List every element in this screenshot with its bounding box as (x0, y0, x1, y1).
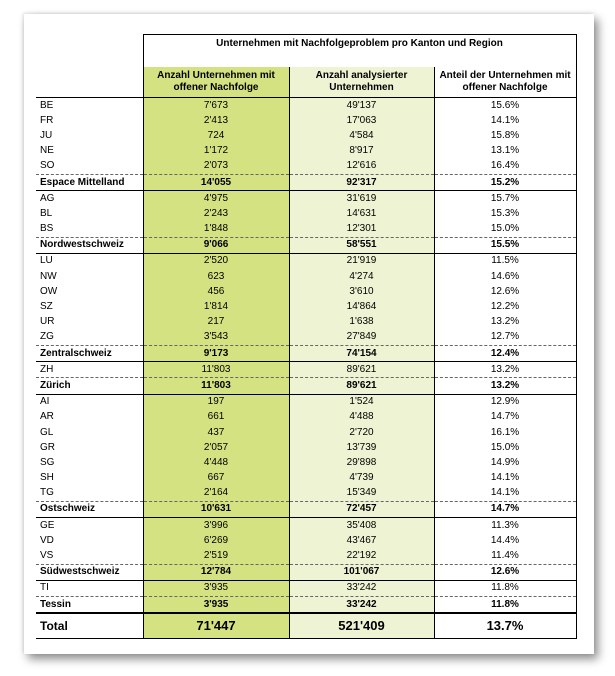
table-row (36, 580, 576, 596)
region-cell: Ostschweiz (36, 501, 143, 517)
region-cell: BE (36, 98, 143, 114)
table-title: Unternehmen mit Nachfolgeproblem pro Kanton und Region (143, 35, 576, 68)
region-cell: AG (36, 191, 143, 207)
analyzed-cell: 17'063 (289, 113, 434, 128)
total-row (36, 613, 576, 639)
region-summary-row (36, 501, 576, 517)
header-open-succession: Anzahl Unternehmen mit offener Nachfolge (143, 67, 289, 98)
table-row (36, 533, 576, 548)
table-row (36, 299, 576, 314)
open-succession-cell: 623 (143, 269, 289, 284)
open-succession-cell: 1'172 (143, 144, 289, 159)
analyzed-cell: 15'349 (289, 486, 434, 502)
analyzed-cell: 12'301 (289, 222, 434, 238)
open-succession-cell: 2'520 (143, 253, 289, 269)
table-row (36, 486, 576, 502)
region-cell: JU (40, 129, 53, 141)
share-cell: 14.1% (434, 486, 576, 502)
open-succession-cell: 437 (143, 425, 289, 440)
region-summary-row (36, 237, 576, 253)
share-cell: 12.6% (434, 284, 576, 299)
region-cell: GL (40, 426, 54, 438)
share-cell: 11.4% (434, 548, 576, 564)
share-cell: 11.8% (434, 580, 576, 596)
region-cell: BS (40, 223, 54, 235)
open-succession-cell: 7'673 (143, 98, 289, 114)
open-succession-cell: 9'066 (143, 237, 289, 253)
share-cell: 12.2% (434, 299, 576, 314)
succession-table (36, 34, 577, 639)
analyzed-cell: 21'919 (289, 253, 434, 269)
region-cell: TI (36, 580, 143, 596)
analyzed-cell: 4'274 (289, 269, 434, 284)
analyzed-cell: 92'317 (289, 174, 434, 190)
share-cell: 15.8% (434, 128, 576, 143)
share-cell: 12.4% (434, 346, 576, 362)
analyzed-cell: 14'631 (289, 206, 434, 221)
table-body (36, 98, 576, 639)
open-succession-cell: 2'073 (143, 159, 289, 175)
open-succession-cell: 14'055 (143, 174, 289, 190)
table-row (36, 440, 576, 455)
region-cell: FR (40, 114, 54, 126)
open-succession-cell: 217 (143, 315, 289, 330)
open-succession-cell: 1'848 (143, 222, 289, 238)
open-succession-cell: 667 (143, 471, 289, 486)
open-succession-cell: 12'784 (143, 564, 289, 580)
region-cell: LU (36, 253, 143, 269)
open-succession-cell: 3'935 (143, 580, 289, 596)
open-succession-cell: 11'803 (143, 362, 289, 378)
open-succession-cell: 2'519 (143, 548, 289, 564)
analyzed-cell: 2'720 (289, 425, 434, 440)
region-cell: Zürich (36, 378, 143, 394)
region-cell: NW (40, 270, 57, 282)
analyzed-cell: 49'137 (289, 98, 434, 114)
open-succession-cell: 661 (143, 410, 289, 425)
analyzed-cell: 33'242 (289, 580, 434, 596)
table-row (36, 253, 576, 269)
region-cell: OW (40, 285, 58, 297)
analyzed-cell: 29'898 (289, 455, 434, 470)
table-row (36, 455, 576, 470)
share-cell: 12.6% (434, 564, 576, 580)
share-cell: 11.3% (434, 518, 576, 534)
share-cell: 13.2% (434, 362, 576, 378)
region-summary-row (36, 597, 576, 614)
analyzed-cell: 72'457 (289, 501, 434, 517)
region-cell: AI (36, 394, 143, 410)
table-row (36, 222, 576, 238)
region-cell: TG (40, 487, 54, 499)
region-cell: AR (40, 411, 54, 423)
region-summary-row (36, 378, 576, 394)
table-row (36, 548, 576, 564)
share-cell: 12.9% (434, 394, 576, 410)
table-row (36, 144, 576, 159)
share-cell: 14.7% (434, 501, 576, 517)
region-cell: VD (40, 534, 54, 546)
region-cell: UR (40, 316, 55, 328)
region-cell: BL (40, 207, 53, 219)
open-succession-cell: 11'803 (143, 378, 289, 394)
region-cell: VS (40, 550, 54, 562)
analyzed-cell: 33'242 (289, 597, 434, 614)
share-cell: 11.8% (434, 597, 576, 614)
open-succession-cell: 1'814 (143, 299, 289, 314)
table-row (36, 269, 576, 284)
region-cell: SG (40, 456, 55, 468)
open-succession-cell: 456 (143, 284, 289, 299)
table-row (36, 330, 576, 346)
region-cell: NE (40, 145, 54, 157)
analyzed-cell: 89'621 (289, 362, 434, 378)
analyzed-cell: 27'849 (289, 330, 434, 346)
analyzed-cell: 521'409 (289, 613, 434, 639)
analyzed-cell: 35'408 (289, 518, 434, 534)
open-succession-cell: 724 (143, 128, 289, 143)
share-cell: 15.3% (434, 206, 576, 221)
table-row (36, 518, 576, 534)
region-cell: Total (36, 613, 143, 639)
region-cell: GR (40, 441, 55, 453)
region-cell: GE (36, 518, 143, 534)
region-cell: Zentralschweiz (36, 346, 143, 362)
share-cell: 16.1% (434, 425, 576, 440)
share-cell: 16.4% (434, 159, 576, 175)
region-cell: Tessin (36, 597, 143, 614)
analyzed-cell: 89'621 (289, 378, 434, 394)
analyzed-cell: 3'610 (289, 284, 434, 299)
analyzed-cell: 1'524 (289, 394, 434, 410)
table-row (36, 159, 576, 175)
corner-blank (36, 35, 143, 68)
table-row (36, 410, 576, 425)
region-cell: SH (40, 472, 54, 484)
share-cell: 13.2% (434, 315, 576, 330)
table-row (36, 128, 576, 143)
table-row (36, 362, 576, 378)
analyzed-cell: 1'638 (289, 315, 434, 330)
region-summary-row (36, 174, 576, 190)
share-cell: 13.2% (434, 378, 576, 394)
table-row (36, 315, 576, 330)
analyzed-cell: 12'616 (289, 159, 434, 175)
header-analyzed: Anzahl analysierter Unternehmen (289, 67, 434, 98)
open-succession-cell: 10'631 (143, 501, 289, 517)
region-cell: ZH (36, 362, 143, 378)
share-cell: 15.5% (434, 237, 576, 253)
open-succession-cell: 197 (143, 394, 289, 410)
open-succession-cell: 2'164 (143, 486, 289, 502)
analyzed-cell: 58'551 (289, 237, 434, 253)
region-cell: SZ (40, 301, 53, 313)
analyzed-cell: 4'739 (289, 471, 434, 486)
table-row (36, 98, 576, 114)
share-cell: 13.7% (434, 613, 576, 639)
table-row (36, 471, 576, 486)
open-succession-cell: 2'413 (143, 113, 289, 128)
open-succession-cell: 2'243 (143, 206, 289, 221)
share-cell: 14.9% (434, 455, 576, 470)
open-succession-cell: 3'996 (143, 518, 289, 534)
share-cell: 12.7% (434, 330, 576, 346)
region-cell: SO (40, 160, 55, 172)
share-cell: 14.4% (434, 533, 576, 548)
table-row (36, 113, 576, 128)
open-succession-cell: 2'057 (143, 440, 289, 455)
table-row (36, 425, 576, 440)
open-succession-cell: 4'975 (143, 191, 289, 207)
region-cell: Nordwestschweiz (36, 237, 143, 253)
analyzed-cell: 22'192 (289, 548, 434, 564)
open-succession-cell: 71'447 (143, 613, 289, 639)
open-succession-cell: 4'448 (143, 455, 289, 470)
open-succession-cell: 3'543 (143, 330, 289, 346)
table-row (36, 206, 576, 221)
header-share: Anteil der Unternehmen mit offener Nachfolge (434, 67, 576, 98)
analyzed-cell: 8'917 (289, 144, 434, 159)
share-cell: 15.0% (434, 440, 576, 455)
share-cell: 14.1% (434, 113, 576, 128)
analyzed-cell: 4'488 (289, 410, 434, 425)
share-cell: 14.6% (434, 269, 576, 284)
share-cell: 15.7% (434, 191, 576, 207)
region-cell: ZG (40, 331, 54, 343)
analyzed-cell: 101'067 (289, 564, 434, 580)
corner-blank-2 (36, 67, 143, 98)
open-succession-cell: 6'269 (143, 533, 289, 548)
region-summary-row (36, 346, 576, 362)
region-summary-row (36, 564, 576, 580)
share-cell: 14.7% (434, 410, 576, 425)
share-cell: 11.5% (434, 253, 576, 269)
table-row (36, 394, 576, 410)
analyzed-cell: 43'467 (289, 533, 434, 548)
share-cell: 13.1% (434, 144, 576, 159)
analyzed-cell: 31'619 (289, 191, 434, 207)
region-cell: Südwestschweiz (36, 564, 143, 580)
share-cell: 15.0% (434, 222, 576, 238)
analyzed-cell: 14'864 (289, 299, 434, 314)
table-row (36, 191, 576, 207)
analyzed-cell: 4'584 (289, 128, 434, 143)
open-succession-cell: 9'173 (143, 346, 289, 362)
document-sheet (24, 14, 594, 654)
share-cell: 15.6% (434, 98, 576, 114)
region-cell: Espace Mittelland (36, 174, 143, 190)
share-cell: 14.1% (434, 471, 576, 486)
share-cell: 15.2% (434, 174, 576, 190)
table-row (36, 284, 576, 299)
analyzed-cell: 13'739 (289, 440, 434, 455)
analyzed-cell: 74'154 (289, 346, 434, 362)
open-succession-cell: 3'935 (143, 597, 289, 614)
